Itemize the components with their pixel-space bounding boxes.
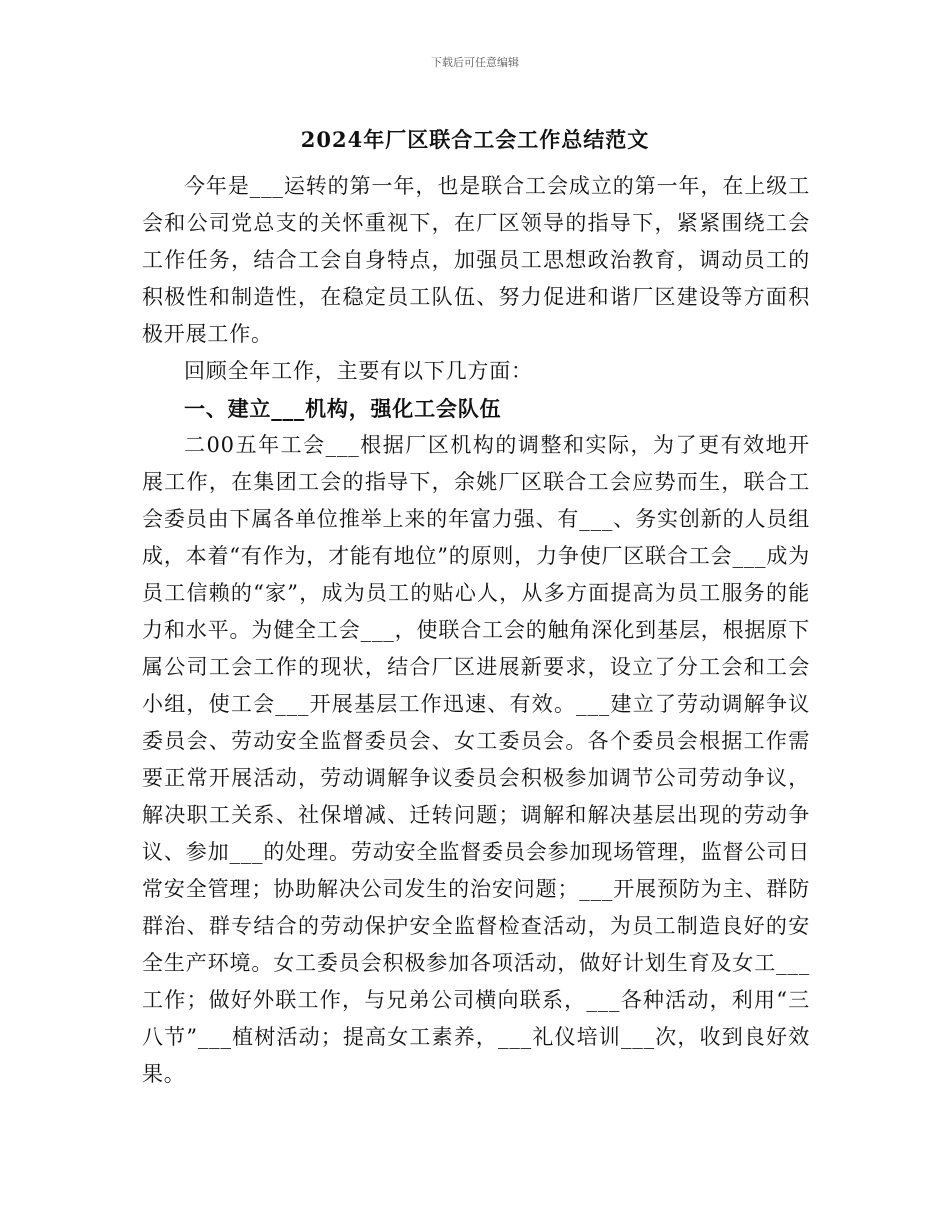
paragraph-review: 回顾全年工作，主要有以下几方面： [184, 359, 533, 383]
document-body [142, 168, 810, 1093]
document-title: 2024年厂区联合工会工作总结范文 [300, 127, 650, 152]
section-heading-1: 一、建立___机构，强化工会队伍 [184, 396, 502, 421]
page-header-note: 下载后可任意编辑 [431, 56, 519, 69]
paragraph-intro: 今年是___运转的第一年，也是联合工会成立的第一年，在上级工会和公司党总支的关怀重视下，在厂区领导的指导下，紧紧围绕工会工作任务，结合工会自身特点，加强员工思想政治教育，调动员工的积极性和制造性，在稳定员工队伍、努力促进和谐厂区建设等方面积极开展工作。 [142, 174, 810, 346]
paragraph-section-1-body: 二00五年工会___根据厂区机构的调整和实际，为了更有效地开展工作，在集团工会的指导下，余姚厂区联合工会应势而生，联合工会委员由下属各单位推举上来的年富力强、有___、务实创新的人员组成，本着“有作为，才能有地位”的原则，力争使厂区联合工会___成为员工信赖的“家”，成为员工的贴心人，从多方面提高为员工服务的能力和水平。为健全工会___，使联合工会的触角深化到基层，根据原下属公司工会工作的现状，结合厂区进展新要求，设立了分工会和工会小组，使工会___开展基层工作迅速、有效。___建立了劳动调解争议委员会、劳动安全监督委员会、女工委员会。各个委员会根据工作需要正常开展活动，劳动调解争议委员会积极参加调节公司劳动争议，解决职工关系、社保增减、迁转问题；调解和解决基层出现的劳动争议、参加___的处理。劳动安全监督委员会参加现场管理，监督公司日常安全管理；协助解决公司发生的治安问题；___开展预防为主、群防群治、群专结合的劳动保护安全监督检查活动，为员工制造良好的安全生产环境。女工委员会积极参加各项活动，做好计划生育及女工___工作；做好外联工作，与兄弟公司横向联系，___各种活动，利用“三八节”___植树活动；提高女工素养，___礼仪培训___次，收到良好效果。 [142, 433, 810, 1086]
